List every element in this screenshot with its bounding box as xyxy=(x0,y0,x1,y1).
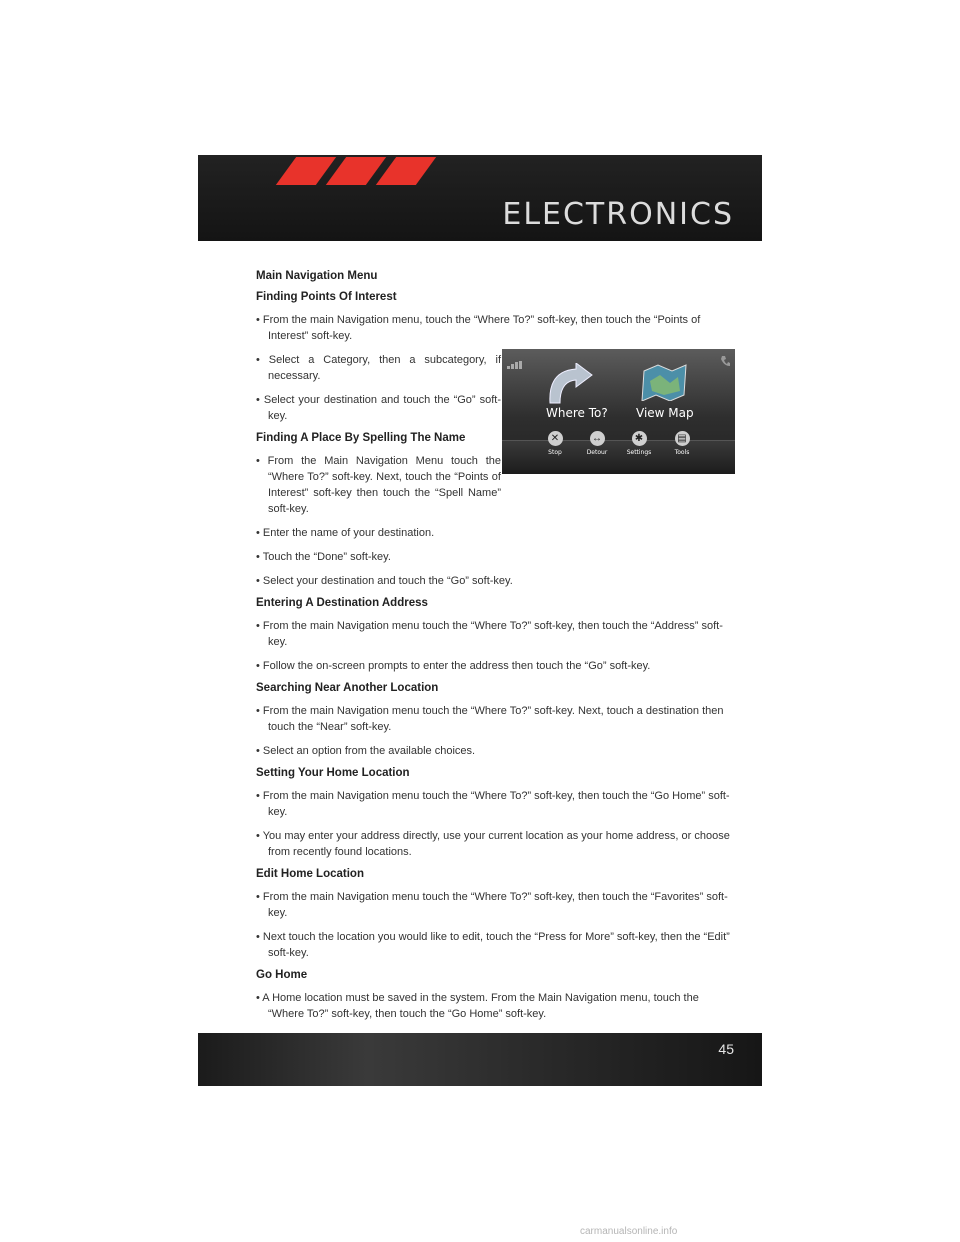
list-item: • From the main Navigation menu touch the “Where To?” soft-key. Next, touch a destination then touch the “Near” soft-key. xyxy=(256,705,724,733)
list-item: • From the main Navigation menu touch the “Where To?” soft-key, then touch the “Go Home” soft-key. xyxy=(256,790,730,818)
detour-icon: ↔ xyxy=(590,431,605,446)
red-stripe xyxy=(376,157,436,185)
list-item: • From the main Navigation menu touch the “Where To?” soft-key, then touch the “Address” soft-key. xyxy=(256,620,723,648)
watermark: carmanualsonline.info xyxy=(580,1226,678,1237)
section-heading: Searching Near Another Location xyxy=(256,682,439,694)
where-to-label: Where To? xyxy=(546,406,608,420)
toolbox-icon: ▤ xyxy=(675,431,690,446)
red-stripe xyxy=(276,157,336,185)
close-icon: ✕ xyxy=(548,431,563,446)
list-item: • A Home location must be saved in the system. From the Main Navigation menu, touch the “Where To?” soft-key, then touch the “Go Home” soft-key. xyxy=(256,992,699,1020)
list-item: • Select an option from the available choices. xyxy=(256,745,476,757)
section-heading: Go Home xyxy=(256,969,308,981)
list-item: • You may enter your address directly, use your current location as your home address, or choose from recently found locations. xyxy=(256,830,730,858)
list-item: • Enter the name of your destination. xyxy=(256,527,435,539)
page-footer xyxy=(198,1033,762,1086)
gear-icon: ✱ xyxy=(632,431,647,446)
section-heading: Finding Points Of Interest xyxy=(256,291,397,303)
list-item: • Follow the on-screen prompts to enter the address then touch the “Go” soft-key. xyxy=(256,660,651,672)
tools-button: ▤ Tools xyxy=(674,433,690,456)
section-heading: Entering A Destination Address xyxy=(256,597,428,609)
list-item: • Select your destination and touch the “Go” soft-key. xyxy=(256,575,513,587)
section-title: ELECTRONICS xyxy=(502,197,734,232)
list-item: • Next touch the location you would like to edit, touch the “Press for More” soft-key, then the “Edit” soft-key. xyxy=(256,931,730,959)
section-heading: Edit Home Location xyxy=(256,868,364,880)
stop-button: ✕ Stop xyxy=(548,433,562,456)
page-number: 45 xyxy=(718,1041,734,1057)
list-item: • From the main Navigation menu, touch the “Where To?” soft-key, then touch the “Points of Interest” soft-key. xyxy=(256,314,701,342)
section-heading: Finding A Place By Spelling The Name xyxy=(256,432,466,444)
list-item: • Select a Category, then a subcategory, if necessary. xyxy=(256,354,501,382)
list-item: • From the Main Navigation Menu touch the “Where To?” soft-key. Next, touch the “Points of Interest” soft-key then touch the “Spell Name” soft-key. xyxy=(256,455,501,515)
main-content xyxy=(256,270,736,1030)
list-item: • Touch the “Done” soft-key. xyxy=(256,551,391,563)
section-heading: Setting Your Home Location xyxy=(256,767,410,779)
detour-button: ↔ Detour xyxy=(586,433,608,456)
view-map-label: View Map xyxy=(636,406,694,420)
section-heading: Main Navigation Menu xyxy=(256,270,378,282)
list-item: • From the main Navigation menu touch the “Where To?” soft-key, then touch the “Favorites” soft-key. xyxy=(256,891,728,919)
settings-button: ✱ Settings xyxy=(626,433,652,456)
list-item: • Select your destination and touch the “Go” soft-key. xyxy=(256,394,501,422)
red-stripe xyxy=(326,157,386,185)
section-header xyxy=(198,155,762,241)
